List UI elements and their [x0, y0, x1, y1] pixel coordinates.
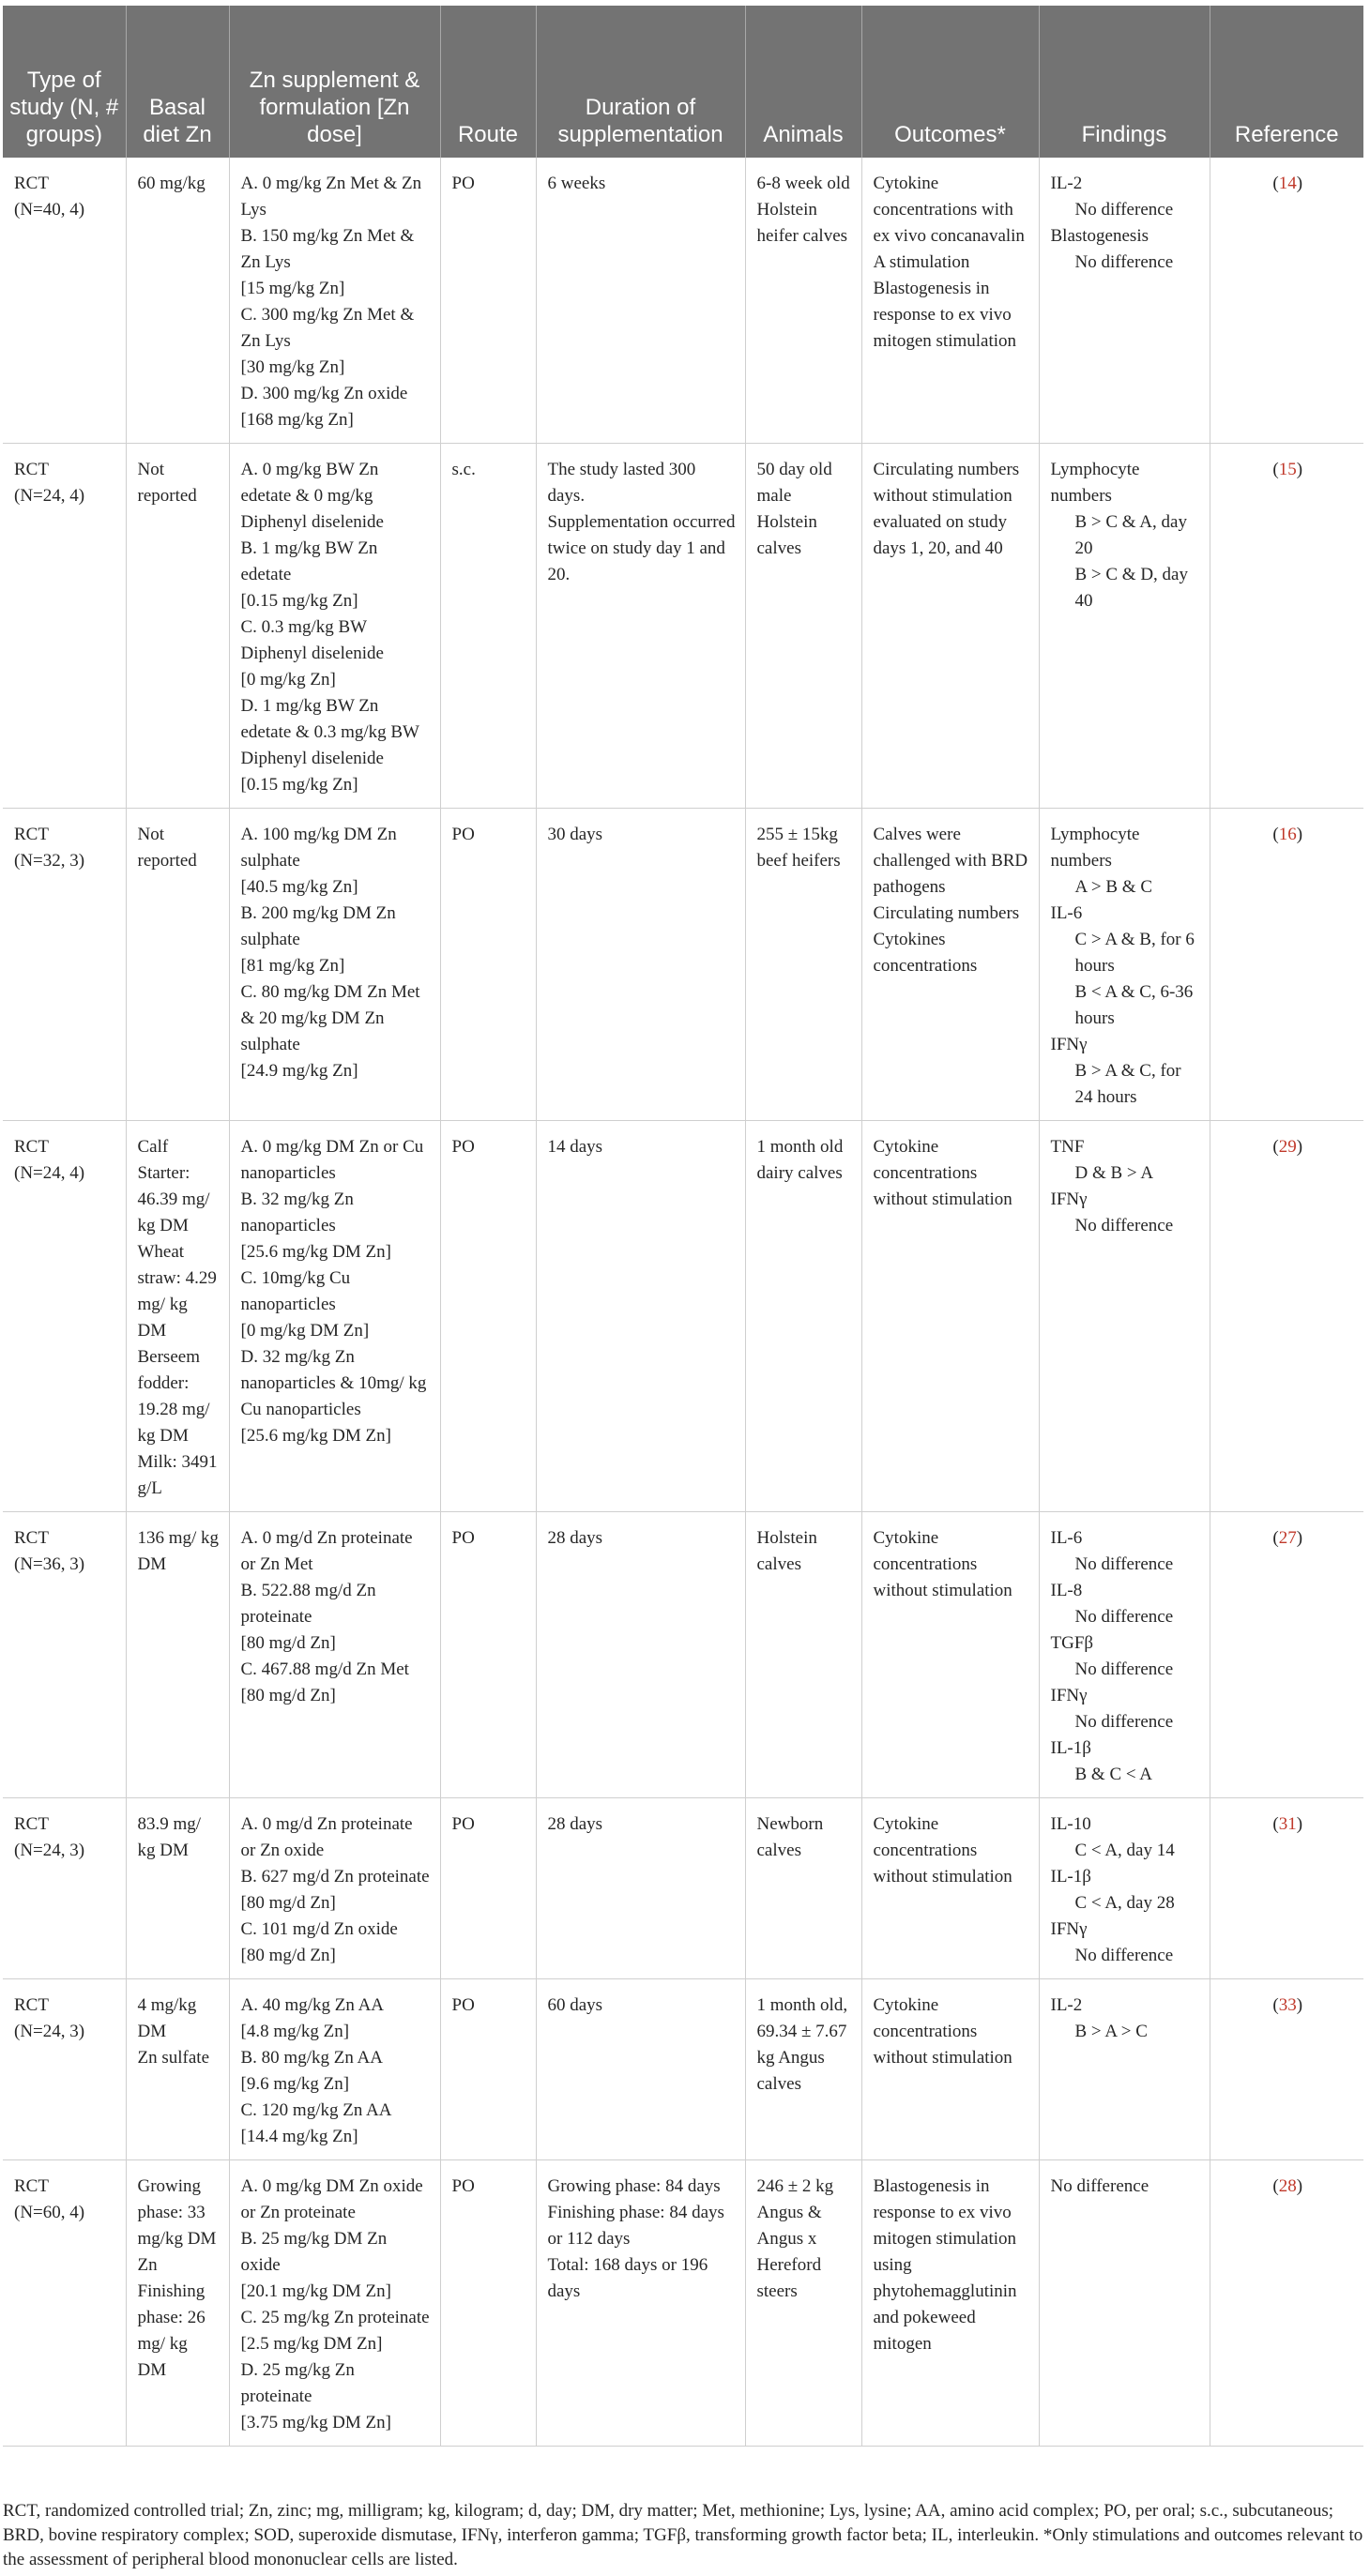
- supplement-cell-line: [30 mg/kg Zn]: [240, 357, 345, 377]
- findings-cell: [1039, 158, 1210, 444]
- basal-diet-cell-line: Zn sulfate: [137, 2048, 210, 2068]
- outcomes-cell-line: Cytokine concentrations without stimulation: [873, 1137, 1012, 1209]
- study-type-cell: [3, 1512, 126, 1798]
- findings-line: No difference: [1074, 252, 1174, 272]
- duration-cell-line: 28 days: [547, 1814, 603, 1834]
- animals-cell: [745, 1512, 861, 1798]
- supplement-cell-line: B. 522.88 mg/d Zn proteinate: [240, 1581, 376, 1627]
- study-type-cell-line: RCT: [14, 1137, 49, 1157]
- findings-line: Lymphocyte numbers: [1050, 825, 1140, 871]
- supplement-cell-line: [25.6 mg/kg DM Zn]: [240, 1242, 391, 1262]
- findings-line: Lymphocyte numbers: [1050, 460, 1140, 506]
- route-cell: PO: [440, 1979, 536, 2160]
- findings-line: No difference: [1074, 1216, 1174, 1235]
- findings-line: IL-1β: [1050, 1738, 1091, 1758]
- findings-line: No difference: [1074, 1659, 1174, 1679]
- supplement-cell-line: C. 0.3 mg/kg BW Diphenyl diselenide: [240, 617, 384, 663]
- findings-line: C < A, day 28: [1074, 1893, 1175, 1913]
- supplement-cell-line: B. 1 mg/kg BW Zn edetate: [240, 538, 378, 584]
- findings-line: TGFβ: [1050, 1633, 1094, 1653]
- study-type-cell: [3, 1798, 126, 1979]
- findings-line: No difference: [1074, 1554, 1174, 1574]
- study-type-cell-line: RCT: [14, 460, 49, 479]
- supplement-cell: [229, 1798, 440, 1979]
- animals-cell-line: 6-8 week old Holstein heifer calves: [756, 174, 850, 246]
- findings-cell: [1039, 1798, 1210, 1979]
- basal-diet-cell-line: Finishing phase: 26 mg/ kg DM: [137, 2281, 206, 2380]
- supplement-cell-line: [0.15 mg/kg Zn]: [240, 775, 358, 795]
- duration-cell-line: 60 days: [547, 1995, 603, 2015]
- basal-diet-cell-line: 4 mg/kg DM: [137, 1995, 197, 2041]
- findings-cell: [1039, 444, 1210, 809]
- duration-cell-line: 14 days: [547, 1137, 603, 1157]
- column-header: Type of study (N, # groups): [3, 6, 126, 158]
- supplement-cell-line: [4.8 mg/kg Zn]: [240, 2022, 350, 2041]
- findings-line: No difference: [1074, 1607, 1174, 1627]
- study-type-cell-line: (N=24, 4): [14, 486, 85, 506]
- basal-diet-cell-line: Wheat straw: 4.29 mg/ kg DM: [137, 1242, 217, 1341]
- supplement-cell-line: [0 mg/kg DM Zn]: [240, 1321, 370, 1341]
- findings-line: D & B > A: [1074, 1163, 1154, 1183]
- study-type-cell: [3, 809, 126, 1121]
- findings-line: IFNγ: [1050, 1190, 1088, 1209]
- basal-diet-cell-line: 60 mg/kg: [137, 174, 206, 193]
- table-row: [3, 444, 1363, 809]
- study-type-cell-line: (N=36, 3): [14, 1554, 85, 1574]
- supplement-cell-line: [25.6 mg/kg DM Zn]: [240, 1426, 391, 1446]
- supplement-cell-line: B. 80 mg/kg Zn AA: [240, 2048, 383, 2068]
- outcomes-cell: [861, 2160, 1039, 2447]
- outcomes-cell: [861, 1798, 1039, 1979]
- column-header: Reference: [1210, 6, 1363, 158]
- basal-diet-cell: [126, 1512, 229, 1798]
- supplement-cell-line: C. 101 mg/d Zn oxide: [240, 1919, 398, 1939]
- findings-line: IL-2: [1050, 174, 1083, 193]
- animals-cell-line: 1 month old dairy calves: [756, 1137, 844, 1183]
- findings-cell: [1039, 1979, 1210, 2160]
- findings-cell: [1039, 2160, 1210, 2447]
- study-type-cell-line: RCT: [14, 174, 49, 193]
- outcomes-cell: [861, 1979, 1039, 2160]
- table-row: [3, 2160, 1363, 2447]
- animals-cell: [745, 158, 861, 444]
- basal-diet-cell-line: Milk: 3491 g/L: [137, 1452, 218, 1498]
- study-type-cell-line: (N=24, 3): [14, 2022, 85, 2041]
- study-type-cell: [3, 158, 126, 444]
- reference-link[interactable]: 15: [1278, 460, 1297, 479]
- supplement-cell-line: D. 1 mg/kg BW Zn edetate & 0.3 mg/kg BW Diphenyl diselenide: [240, 696, 419, 768]
- supplement-cell-line: [81 mg/kg Zn]: [240, 956, 345, 976]
- study-type-cell-line: RCT: [14, 1528, 49, 1548]
- reference-link[interactable]: 16: [1278, 825, 1297, 844]
- findings-line: A > B & C: [1074, 877, 1153, 897]
- findings-line: B & C < A: [1074, 1765, 1153, 1784]
- table-row: [3, 1121, 1363, 1512]
- supplement-cell: [229, 2160, 440, 2447]
- basal-diet-cell: [126, 444, 229, 809]
- study-table: [3, 6, 1363, 2447]
- study-type-cell-line: RCT: [14, 1814, 49, 1834]
- supplement-cell-line: C. 10mg/kg Cu nanoparticles: [240, 1268, 351, 1314]
- supplement-cell: [229, 158, 440, 444]
- supplement-cell-line: D. 32 mg/kg Zn nanoparticles & 10mg/ kg Cu nanoparticles: [240, 1347, 427, 1419]
- basal-diet-cell-line: Not reported: [137, 460, 197, 506]
- outcomes-cell: [861, 1512, 1039, 1798]
- animals-cell: [745, 1798, 861, 1979]
- findings-line: C > A & B, for 6 hours: [1074, 930, 1195, 976]
- supplement-cell-line: [14.4 mg/kg Zn]: [240, 2127, 358, 2146]
- findings-cell: [1039, 809, 1210, 1121]
- basal-diet-cell-line: Berseem fodder: 19.28 mg/ kg DM: [137, 1347, 210, 1446]
- duration-cell: [536, 158, 745, 444]
- supplement-cell-line: A. 0 mg/kg DM Zn oxide or Zn proteinate: [240, 2176, 423, 2222]
- supplement-cell-line: [40.5 mg/kg Zn]: [240, 877, 358, 897]
- supplement-cell-line: D. 25 mg/kg Zn proteinate: [240, 2360, 355, 2406]
- outcomes-cell: [861, 1121, 1039, 1512]
- findings-line: IL-6: [1050, 903, 1083, 923]
- supplement-cell-line: A. 0 mg/d Zn proteinate or Zn Met: [240, 1528, 413, 1574]
- supplement-cell-line: [15 mg/kg Zn]: [240, 279, 345, 298]
- study-type-cell-line: RCT: [14, 825, 49, 844]
- supplement-cell-line: B. 200 mg/kg DM Zn sulphate: [240, 903, 396, 949]
- supplement-cell: [229, 809, 440, 1121]
- duration-cell-line: 28 days: [547, 1528, 603, 1548]
- reference-cell: (29): [1210, 1121, 1363, 1512]
- findings-cell: [1039, 1121, 1210, 1512]
- duration-cell: [536, 1979, 745, 2160]
- outcomes-cell-line: Blastogenesis in response to ex vivo mitogen stimulation: [873, 279, 1017, 351]
- basal-diet-cell: [126, 2160, 229, 2447]
- table-row: [3, 1512, 1363, 1798]
- findings-line: IL-6: [1050, 1528, 1083, 1548]
- route-cell: PO: [440, 158, 536, 444]
- study-type-cell-line: (N=24, 3): [14, 1841, 85, 1860]
- study-type-cell-line: (N=24, 4): [14, 1163, 85, 1183]
- basal-diet-cell-line: Calf Starter: 46.39 mg/ kg DM: [137, 1137, 210, 1235]
- reference-cell: (27): [1210, 1512, 1363, 1798]
- study-type-cell-line: (N=60, 4): [14, 2203, 85, 2222]
- supplement-cell-line: [20.1 mg/kg DM Zn]: [240, 2281, 391, 2301]
- findings-line: IFNγ: [1050, 1035, 1088, 1054]
- outcomes-cell-line: Circulating numbers without stimulation evaluated on study days 1, 20, and 40: [873, 460, 1020, 558]
- table-footnote: RCT, randomized controlled trial; Zn, zinc; mg, milligram; kg, kilogram; d, day; DM, dry matter; Met, methionine; Lys, lysine; AA, amino acid complex; PO, per oral; s.c., subcutaneous; BRD, bovine respiratory complex; SOD, superoxide dismutase, IFNγ, interferon gamma; TGFβ, transforming growth factor beta; IL, interleukin. *Only stimulations and outcomes relevant to the assessment of peripheral blood mononuclear cells are listed.: [3, 2501, 1363, 2569]
- animals-cell: [745, 809, 861, 1121]
- supplement-cell-line: [168 mg/kg Zn]: [240, 410, 354, 430]
- supplement-cell-line: [80 mg/d Zn]: [240, 1633, 336, 1653]
- duration-cell: [536, 1121, 745, 1512]
- findings-line: IL-2: [1050, 1995, 1083, 2015]
- duration-cell-line: Growing phase: 84 days: [547, 2176, 721, 2196]
- column-header: Zn supplement & formulation [Zn dose]: [229, 6, 440, 158]
- reference-link[interactable]: 14: [1278, 174, 1297, 193]
- supplement-cell-line: [0 mg/kg Zn]: [240, 670, 336, 689]
- supplement-cell: [229, 1512, 440, 1798]
- basal-diet-cell-line: 83.9 mg/ kg DM: [137, 1814, 202, 1860]
- outcomes-cell-line: Circulating numbers: [873, 903, 1020, 923]
- supplement-cell-line: C. 300 mg/kg Zn Met & Zn Lys: [240, 305, 415, 351]
- basal-diet-cell-line: Growing phase: 33 mg/kg DM Zn: [137, 2176, 217, 2275]
- duration-cell: [536, 444, 745, 809]
- supplement-cell-line: B. 627 mg/d Zn proteinate: [240, 1867, 430, 1887]
- route-cell: PO: [440, 1798, 536, 1979]
- duration-cell-line: Finishing phase: 84 days or 112 days: [547, 2203, 724, 2249]
- study-type-cell: [3, 1979, 126, 2160]
- supplement-cell-line: A. 40 mg/kg Zn AA: [240, 1995, 385, 2015]
- column-header: Animals: [745, 6, 861, 158]
- supplement-cell-line: C. 80 mg/kg DM Zn Met & 20 mg/kg DM Zn sulphate: [240, 982, 420, 1054]
- findings-line: IL-8: [1050, 1581, 1083, 1600]
- animals-cell-line: 255 ± 15kg beef heifers: [756, 825, 841, 871]
- findings-line: No difference: [1074, 1712, 1174, 1732]
- header-row: [3, 6, 1363, 158]
- reference-cell: (15): [1210, 444, 1363, 809]
- animals-cell-line: 50 day old male Holstein calves: [756, 460, 832, 558]
- study-type-cell-line: (N=32, 3): [14, 851, 85, 871]
- findings-line: IL-1β: [1050, 1867, 1091, 1887]
- findings-line: B < A & C, 6-36 hours: [1074, 982, 1194, 1028]
- reference-cell: (33): [1210, 1979, 1363, 2160]
- basal-diet-cell: [126, 1798, 229, 1979]
- findings-line: No difference: [1074, 200, 1174, 220]
- outcomes-cell: [861, 809, 1039, 1121]
- table-body: [3, 158, 1363, 2447]
- study-type-cell: [3, 2160, 126, 2447]
- supplement-cell: [229, 1979, 440, 2160]
- study-type-cell: [3, 1121, 126, 1512]
- basal-diet-cell: [126, 1121, 229, 1512]
- animals-cell: [745, 1979, 861, 2160]
- findings-line: B > C & A, day 20: [1074, 512, 1187, 558]
- supplement-cell-line: B. 150 mg/kg Zn Met & Zn Lys: [240, 226, 415, 272]
- reference-link[interactable]: 28: [1278, 2176, 1297, 2196]
- animals-cell-line: Newborn calves: [756, 1814, 824, 1860]
- supplement-cell-line: [3.75 mg/kg DM Zn]: [240, 2413, 391, 2432]
- study-type-cell-line: RCT: [14, 1995, 49, 2015]
- supplement-cell-line: [9.6 mg/kg Zn]: [240, 2074, 350, 2094]
- supplement-cell-line: C. 467.88 mg/d Zn Met: [240, 1659, 409, 1679]
- study-type-cell-line: (N=40, 4): [14, 200, 85, 220]
- animals-cell-line: 1 month old, 69.34 ± 7.67 kg Angus calves: [756, 1995, 848, 2094]
- route-cell: PO: [440, 809, 536, 1121]
- table-container: [3, 6, 1363, 2447]
- column-header: Duration of supplementation: [536, 6, 745, 158]
- reference-cell: (14): [1210, 158, 1363, 444]
- basal-diet-cell-line: Not reported: [137, 825, 197, 871]
- study-type-cell-line: RCT: [14, 2176, 49, 2196]
- reference-cell: (28): [1210, 2160, 1363, 2447]
- basal-diet-cell-line: 136 mg/ kg DM: [137, 1528, 220, 1574]
- outcomes-cell: [861, 444, 1039, 809]
- table-row: [3, 809, 1363, 1121]
- animals-cell: [745, 444, 861, 809]
- outcomes-cell-line: Cytokine concentrations without stimulation: [873, 1814, 1012, 1887]
- route-cell: PO: [440, 1512, 536, 1798]
- supplement-cell-line: A. 100 mg/kg DM Zn sulphate: [240, 825, 397, 871]
- findings-line: IFNγ: [1050, 1919, 1088, 1939]
- supplement-cell-line: [80 mg/d Zn]: [240, 1686, 336, 1705]
- basal-diet-cell: [126, 1979, 229, 2160]
- supplement-cell: [229, 444, 440, 809]
- table-row: [3, 1979, 1363, 2160]
- basal-diet-cell: [126, 809, 229, 1121]
- column-header: Route: [440, 6, 536, 158]
- outcomes-cell-line: Cytokine concentrations with ex vivo concanavalin A stimulation: [873, 174, 1025, 272]
- duration-cell: [536, 2160, 745, 2447]
- duration-cell: [536, 809, 745, 1121]
- supplement-cell-line: [80 mg/d Zn]: [240, 1893, 336, 1913]
- reference-link[interactable]: 31: [1278, 1814, 1297, 1834]
- outcomes-cell-line: Cytokines concentrations: [873, 930, 978, 976]
- supplement-cell-line: A. 0 mg/d Zn proteinate or Zn oxide: [240, 1814, 413, 1860]
- findings-line: Blastogenesis: [1050, 226, 1149, 246]
- duration-cell-line: 6 weeks: [547, 174, 606, 193]
- supplement-cell-line: B. 32 mg/kg Zn nanoparticles: [240, 1190, 354, 1235]
- animals-cell: [745, 2160, 861, 2447]
- duration-cell-line: Total: 168 days or 196 days: [547, 2255, 708, 2301]
- findings-cell: [1039, 1512, 1210, 1798]
- duration-cell-line: The study lasted 300 days.: [547, 460, 696, 506]
- findings-line: IL-10: [1050, 1814, 1091, 1834]
- findings-line: No difference: [1050, 2176, 1149, 2196]
- findings-line: No difference: [1074, 1946, 1174, 1965]
- supplement-cell-line: C. 25 mg/kg Zn proteinate: [240, 2308, 430, 2327]
- animals-cell-line: 246 ± 2 kg Angus & Angus x Hereford steers: [756, 2176, 834, 2301]
- outcomes-cell-line: Blastogenesis in response to ex vivo mitogen stimulation using phytohemagglutinin and pokeweed mitogen: [873, 2176, 1017, 2354]
- reference-link[interactable]: 29: [1278, 1137, 1297, 1157]
- duration-cell: [536, 1798, 745, 1979]
- route-cell: PO: [440, 2160, 536, 2447]
- reference-cell: (16): [1210, 809, 1363, 1121]
- route-cell: s.c.: [440, 444, 536, 809]
- supplement-cell-line: A. 0 mg/kg BW Zn edetate & 0 mg/kg Diphenyl diselenide: [240, 460, 384, 532]
- findings-line: TNF: [1050, 1137, 1085, 1157]
- supplement-cell-line: B. 25 mg/kg DM Zn oxide: [240, 2229, 388, 2275]
- supplement-cell-line: [0.15 mg/kg Zn]: [240, 591, 358, 611]
- supplement-cell-line: [80 mg/d Zn]: [240, 1946, 336, 1965]
- route-cell: PO: [440, 1121, 536, 1512]
- reference-link[interactable]: 33: [1278, 1995, 1297, 2015]
- supplement-cell-line: C. 120 mg/kg Zn AA: [240, 2100, 392, 2120]
- table-row: [3, 1798, 1363, 1979]
- findings-line: B > A & C, for 24 hours: [1074, 1061, 1181, 1107]
- column-header: Basal diet Zn: [126, 6, 229, 158]
- duration-cell: [536, 1512, 745, 1798]
- outcomes-cell: [861, 158, 1039, 444]
- supplement-cell-line: A. 0 mg/kg DM Zn or Cu nanoparticles: [240, 1137, 424, 1183]
- outcomes-cell-line: Cytokine concentrations without stimulation: [873, 1995, 1012, 2068]
- reference-cell: (31): [1210, 1798, 1363, 1979]
- findings-line: B > C & D, day 40: [1074, 565, 1188, 611]
- findings-line: C < A, day 14: [1074, 1841, 1175, 1860]
- column-header: Findings: [1039, 6, 1210, 158]
- findings-line: IFNγ: [1050, 1686, 1088, 1705]
- animals-cell: [745, 1121, 861, 1512]
- animals-cell-line: Holstein calves: [756, 1528, 817, 1574]
- table-row: [3, 158, 1363, 444]
- supplement-cell: [229, 1121, 440, 1512]
- supplement-cell-line: D. 300 mg/kg Zn oxide: [240, 384, 408, 403]
- findings-line: B > A > C: [1074, 2022, 1148, 2041]
- reference-link[interactable]: 27: [1278, 1528, 1297, 1548]
- supplement-cell-line: A. 0 mg/kg Zn Met & Zn Lys: [240, 174, 422, 220]
- outcomes-cell-line: Cytokine concentrations without stimulation: [873, 1528, 1012, 1600]
- duration-cell-line: 30 days: [547, 825, 603, 844]
- basal-diet-cell: [126, 158, 229, 444]
- column-header: Outcomes*: [861, 6, 1039, 158]
- study-type-cell: [3, 444, 126, 809]
- supplement-cell-line: [2.5 mg/kg DM Zn]: [240, 2334, 383, 2354]
- supplement-cell-line: [24.9 mg/kg Zn]: [240, 1061, 358, 1081]
- outcomes-cell-line: Calves were challenged with BRD pathogens: [873, 825, 1028, 897]
- duration-cell-line: Supplementation occurred twice on study day 1 and 20.: [547, 512, 736, 584]
